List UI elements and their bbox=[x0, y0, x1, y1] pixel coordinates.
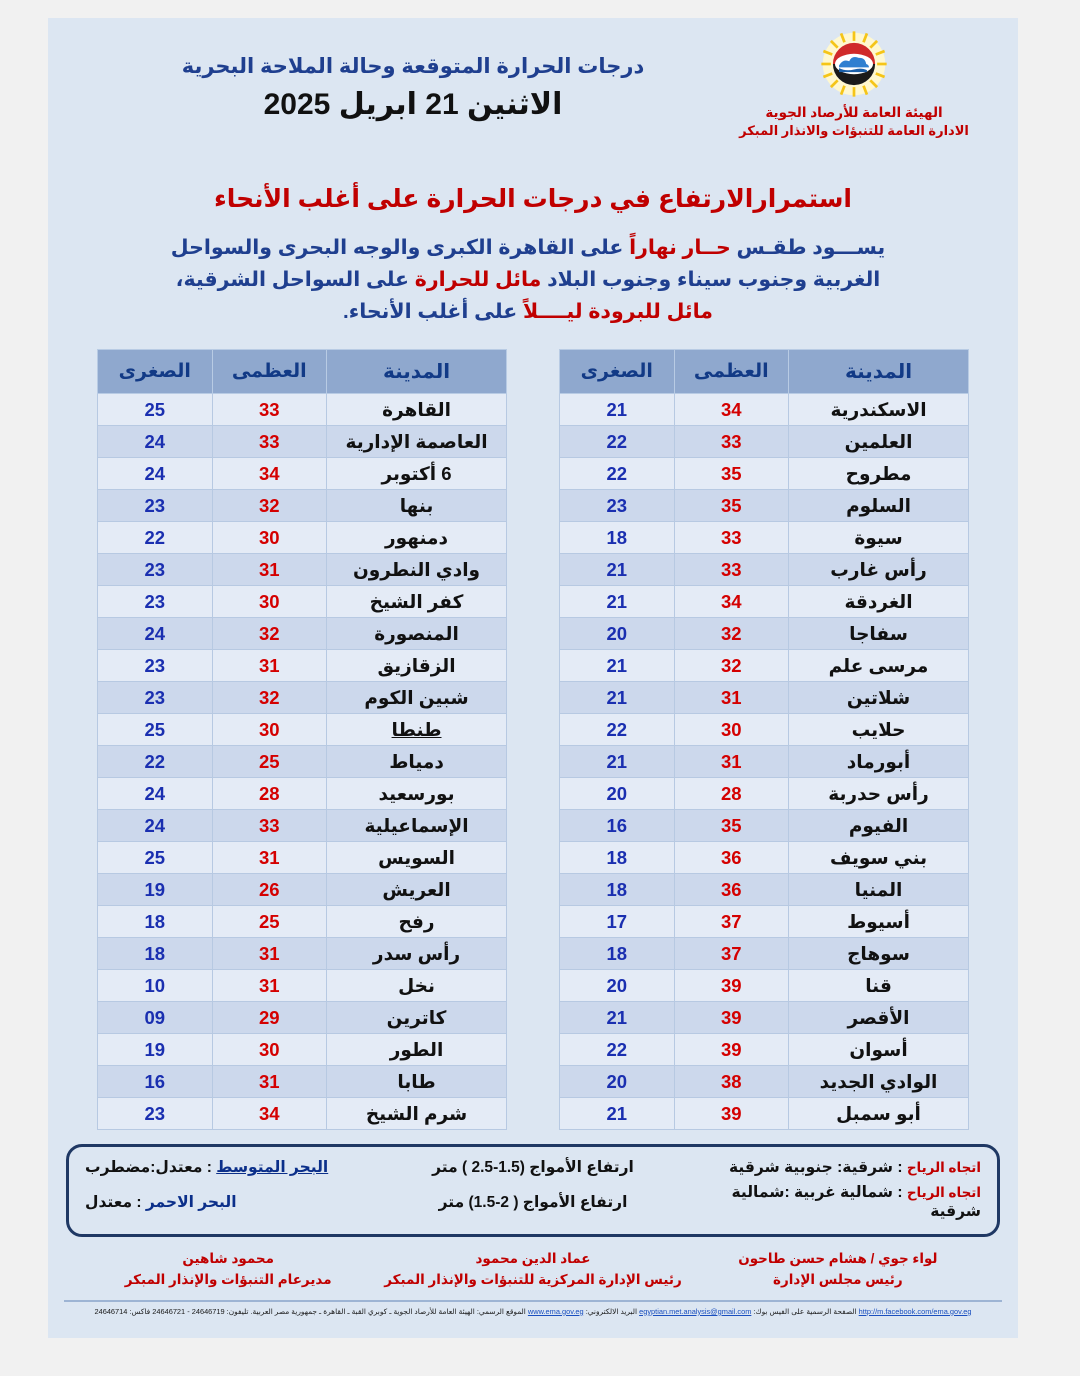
cell-min-temp: 23 bbox=[98, 1098, 213, 1130]
col-header-min: الصغرى bbox=[98, 350, 213, 394]
table-row bbox=[560, 1034, 969, 1066]
cell-city: الوادي الجديد bbox=[789, 1066, 969, 1098]
cell-min-temp: 20 bbox=[560, 970, 675, 1002]
cell-city: شرم الشيخ bbox=[327, 1098, 507, 1130]
cell-city: طابا bbox=[327, 1066, 507, 1098]
cell-city: رأس سدر bbox=[327, 938, 507, 970]
cell-max-temp: 34 bbox=[212, 458, 327, 490]
cell-max-temp: 30 bbox=[212, 714, 327, 746]
wind-direction-label: اتجاه الرياح bbox=[906, 1160, 981, 1176]
page-title: درجات الحرارة المتوقعة وحالة الملاحة البحرية bbox=[181, 55, 645, 78]
table-row bbox=[560, 714, 969, 746]
table-row bbox=[98, 554, 507, 586]
cell-min-temp: 24 bbox=[98, 810, 213, 842]
summary-part-0: يســـود طقـس bbox=[730, 236, 886, 259]
table-row bbox=[560, 394, 969, 426]
table-row bbox=[560, 554, 969, 586]
cell-city: بنها bbox=[327, 490, 507, 522]
table-row bbox=[560, 810, 969, 842]
org-name: الهيئة العامة للأرصاد الجوية bbox=[765, 105, 943, 120]
cell-min-temp: 24 bbox=[98, 618, 213, 650]
cell-min-temp: 19 bbox=[98, 874, 213, 906]
wind-direction-value: : شمالية غربية :شمالية شرقية bbox=[731, 1184, 981, 1221]
cell-max-temp: 37 bbox=[674, 906, 789, 938]
table-row bbox=[98, 458, 507, 490]
cell-max-temp: 36 bbox=[674, 874, 789, 906]
table-row bbox=[560, 746, 969, 778]
cell-min-temp: 23 bbox=[98, 490, 213, 522]
alert-headline: استمرارالارتفاع في درجات الحرارة على أغلب الأنحاء bbox=[213, 185, 853, 213]
cell-min-temp: 24 bbox=[98, 458, 213, 490]
cell-min-temp: 21 bbox=[560, 650, 675, 682]
temperature-tables bbox=[48, 349, 1018, 1130]
cell-city: دمياط bbox=[327, 746, 507, 778]
summary-part-3: مائل للحرارة bbox=[414, 267, 542, 291]
cell-city: المنيا bbox=[789, 874, 969, 906]
cell-city: الزقازيق bbox=[327, 650, 507, 682]
coasts-upper-egypt-table bbox=[559, 349, 969, 1130]
coasts-table-body bbox=[560, 394, 969, 1130]
cell-city: الأقصر bbox=[789, 1002, 969, 1034]
forecast-page bbox=[48, 18, 1018, 1338]
cell-city: المنصورة bbox=[327, 618, 507, 650]
cell-city: رأس غارب bbox=[789, 554, 969, 586]
cell-max-temp: 34 bbox=[674, 394, 789, 426]
contact-footer bbox=[62, 1306, 1004, 1317]
sea-state-redsea bbox=[85, 1193, 381, 1212]
cell-max-temp: 30 bbox=[212, 522, 327, 554]
cell-city: الغردقة bbox=[789, 586, 969, 618]
forecast-date: الاثنين 21 ابريل 2025 bbox=[263, 88, 563, 121]
footer-divider bbox=[64, 1300, 1002, 1302]
wind-direction-label: اتجاه الرياح bbox=[906, 1185, 981, 1201]
marine-row bbox=[85, 1155, 981, 1180]
cell-max-temp: 35 bbox=[674, 810, 789, 842]
cell-max-temp: 31 bbox=[212, 554, 327, 586]
cell-max-temp: 31 bbox=[212, 1066, 327, 1098]
cell-city: القاهرة bbox=[327, 394, 507, 426]
cell-city: طنطا bbox=[327, 714, 507, 746]
table-row bbox=[98, 1066, 507, 1098]
cell-min-temp: 22 bbox=[560, 458, 675, 490]
cell-city: مرسى علم bbox=[789, 650, 969, 682]
logo-block bbox=[734, 30, 974, 140]
cell-max-temp: 25 bbox=[212, 746, 327, 778]
email-label: البريد الالكتروني: bbox=[585, 1306, 638, 1316]
table-row bbox=[98, 778, 507, 810]
cell-max-temp: 39 bbox=[674, 1098, 789, 1130]
cell-max-temp: 31 bbox=[212, 842, 327, 874]
cell-min-temp: 23 bbox=[98, 650, 213, 682]
table-row bbox=[560, 490, 969, 522]
cell-city: بني سويف bbox=[789, 842, 969, 874]
cell-city: الفيوم bbox=[789, 810, 969, 842]
cell-max-temp: 34 bbox=[212, 1098, 327, 1130]
table-row bbox=[560, 522, 969, 554]
table-row bbox=[98, 874, 507, 906]
cell-max-temp: 30 bbox=[674, 714, 789, 746]
cell-city: سفاجا bbox=[789, 618, 969, 650]
cell-max-temp: 26 bbox=[212, 874, 327, 906]
table-row bbox=[98, 938, 507, 970]
table-row bbox=[560, 778, 969, 810]
wave-height-redsea: ارتفاع الأمواج ( 2-1.5) متر bbox=[438, 1193, 628, 1211]
site-link[interactable]: www.ema.gov.eg bbox=[527, 1306, 584, 1316]
table-row bbox=[98, 586, 507, 618]
marine-row bbox=[85, 1180, 981, 1224]
table-row bbox=[560, 682, 969, 714]
cell-city: أسيوط bbox=[789, 906, 969, 938]
table-row bbox=[98, 1034, 507, 1066]
cell-max-temp: 35 bbox=[674, 490, 789, 522]
cell-min-temp: 18 bbox=[560, 842, 675, 874]
cell-city: أسوان bbox=[789, 1034, 969, 1066]
cell-min-temp: 21 bbox=[560, 1098, 675, 1130]
ema-sun-cloud-logo-icon bbox=[820, 30, 888, 98]
cell-max-temp: 32 bbox=[212, 618, 327, 650]
cell-min-temp: 18 bbox=[560, 522, 675, 554]
cell-min-temp: 21 bbox=[560, 554, 675, 586]
cell-min-temp: 23 bbox=[98, 682, 213, 714]
cell-min-temp: 18 bbox=[98, 906, 213, 938]
cell-min-temp: 24 bbox=[98, 778, 213, 810]
cell-max-temp: 31 bbox=[674, 682, 789, 714]
cell-city: نخل bbox=[327, 970, 507, 1002]
table-row bbox=[560, 938, 969, 970]
cell-city: شلاتين bbox=[789, 682, 969, 714]
table-row bbox=[560, 1002, 969, 1034]
cell-max-temp: 28 bbox=[212, 778, 327, 810]
cell-city: دمنهور bbox=[327, 522, 507, 554]
forecast-summary bbox=[158, 232, 898, 327]
org-department: الادارة العامة للتنبؤات والانذار المبكر bbox=[739, 123, 969, 139]
signatory-title: مديرعام التنبؤات والإنذار المبكر bbox=[124, 1271, 332, 1287]
cell-min-temp: 25 bbox=[98, 714, 213, 746]
cell-min-temp: 16 bbox=[98, 1066, 213, 1098]
cell-min-temp: 22 bbox=[98, 746, 213, 778]
cell-min-temp: 20 bbox=[560, 618, 675, 650]
signatory-name: لواء جوي / هشام حسن طاحون bbox=[738, 1251, 938, 1267]
table-row bbox=[98, 426, 507, 458]
cell-city: الاسكندرية bbox=[789, 394, 969, 426]
cell-min-temp: 21 bbox=[560, 682, 675, 714]
cell-min-temp: 25 bbox=[98, 842, 213, 874]
cell-min-temp: 22 bbox=[560, 426, 675, 458]
cell-max-temp: 33 bbox=[212, 426, 327, 458]
cell-max-temp: 35 bbox=[674, 458, 789, 490]
email-link[interactable]: egyptian.met.analysis@gmail.com bbox=[639, 1306, 752, 1316]
col-header-max: العظمى bbox=[212, 350, 327, 394]
cell-min-temp: 18 bbox=[98, 938, 213, 970]
wind-direction-redsea bbox=[685, 1183, 981, 1221]
facebook-label: الصفحة الرسمية على الفيس بوك: bbox=[753, 1306, 857, 1316]
table-row bbox=[98, 842, 507, 874]
col-header-city: المدينة bbox=[789, 350, 969, 394]
cell-max-temp: 30 bbox=[212, 1034, 327, 1066]
sea-name-mediterranean: البحر المتوسط bbox=[216, 1159, 329, 1177]
cell-max-temp: 39 bbox=[674, 1002, 789, 1034]
cell-city: كفر الشيخ bbox=[327, 586, 507, 618]
table-row bbox=[98, 906, 507, 938]
cell-min-temp: 23 bbox=[560, 490, 675, 522]
cell-min-temp: 22 bbox=[98, 522, 213, 554]
table-row bbox=[98, 714, 507, 746]
site-label: الموقع الرسمي: bbox=[476, 1306, 526, 1316]
table-row bbox=[560, 586, 969, 618]
signature-director bbox=[78, 1249, 378, 1290]
cell-min-temp: 21 bbox=[560, 1002, 675, 1034]
table-row bbox=[560, 1098, 969, 1130]
signatory-name: محمود شاهين bbox=[182, 1251, 274, 1267]
cell-city: حلايب bbox=[789, 714, 969, 746]
cell-city: العلمين bbox=[789, 426, 969, 458]
cell-city: 6 أكتوبر bbox=[327, 458, 507, 490]
signatory-title: رئيس مجلس الإدارة bbox=[773, 1271, 903, 1287]
cell-max-temp: 31 bbox=[212, 970, 327, 1002]
col-header-max: العظمى bbox=[674, 350, 789, 394]
cell-city: السلوم bbox=[789, 490, 969, 522]
cell-city: بورسعيد bbox=[327, 778, 507, 810]
page-header bbox=[48, 18, 1018, 178]
table-row bbox=[560, 1066, 969, 1098]
cell-city: الإسماعيلية bbox=[327, 810, 507, 842]
cell-max-temp: 34 bbox=[674, 586, 789, 618]
cell-min-temp: 16 bbox=[560, 810, 675, 842]
cell-max-temp: 39 bbox=[674, 1034, 789, 1066]
signatory-title: رئيس الإدارة المركزية للتنبؤات والإنذار المبكر bbox=[384, 1271, 682, 1287]
cell-min-temp: 18 bbox=[560, 938, 675, 970]
sea-name-redsea: البحر الاحمر bbox=[145, 1193, 237, 1211]
cell-min-temp: 21 bbox=[560, 394, 675, 426]
table-row bbox=[560, 618, 969, 650]
address-text: الهيئة العامة للأرصاد الجوية ـ كوبري القبة ـ القاهرة ـ جمهورية مصر العربية. تليفون: 24646719 - 24646721 فاكس: 24646714 bbox=[94, 1306, 475, 1316]
wind-direction-value: : شرقية: جنوبية شرقية bbox=[728, 1159, 907, 1177]
signature-chairman bbox=[688, 1249, 988, 1290]
cell-min-temp: 25 bbox=[98, 394, 213, 426]
summary-part-6: على أغلب الأنحاء. bbox=[343, 299, 523, 323]
signatory-name: عماد الدين محمود bbox=[475, 1251, 591, 1267]
col-header-city: المدينة bbox=[327, 350, 507, 394]
cell-min-temp: 23 bbox=[98, 586, 213, 618]
cell-city: شبين الكوم bbox=[327, 682, 507, 714]
sea-state-mediterranean bbox=[85, 1158, 381, 1177]
cell-min-temp: 24 bbox=[98, 426, 213, 458]
cell-max-temp: 31 bbox=[212, 650, 327, 682]
table-row bbox=[98, 394, 507, 426]
cell-min-temp: 20 bbox=[560, 778, 675, 810]
table-row bbox=[560, 650, 969, 682]
cell-city: الطور bbox=[327, 1034, 507, 1066]
cell-max-temp: 33 bbox=[674, 554, 789, 586]
cell-max-temp: 32 bbox=[674, 650, 789, 682]
cell-min-temp: 21 bbox=[560, 586, 675, 618]
cell-max-temp: 31 bbox=[212, 938, 327, 970]
table-row bbox=[98, 1002, 507, 1034]
cell-max-temp: 25 bbox=[212, 906, 327, 938]
cell-city: العاصمة الإدارية bbox=[327, 426, 507, 458]
facebook-link[interactable]: http://m.facebook.com/ema.gov.eg bbox=[858, 1306, 972, 1316]
table-row bbox=[98, 970, 507, 1002]
sea-state-value: : معتدل bbox=[85, 1193, 146, 1211]
summary-part-5: مائل للبرودة ليــــلاً bbox=[522, 299, 713, 323]
cell-min-temp: 09 bbox=[98, 1002, 213, 1034]
cell-city: سيوة bbox=[789, 522, 969, 554]
cell-max-temp: 30 bbox=[212, 586, 327, 618]
summary-part-2: على القاهرة الكبرى والوجه البحرى والسواحل الغربية وجنوب سيناء وجنوب البلاد bbox=[170, 236, 881, 291]
table-row bbox=[560, 970, 969, 1002]
cell-city: وادي النطرون bbox=[327, 554, 507, 586]
col-header-min: الصغرى bbox=[560, 350, 675, 394]
cell-min-temp: 23 bbox=[98, 554, 213, 586]
cell-city: رفح bbox=[327, 906, 507, 938]
cell-max-temp: 32 bbox=[212, 682, 327, 714]
cell-max-temp: 32 bbox=[674, 618, 789, 650]
cell-max-temp: 28 bbox=[674, 778, 789, 810]
cell-min-temp: 20 bbox=[560, 1066, 675, 1098]
cell-max-temp: 39 bbox=[674, 970, 789, 1002]
table-row bbox=[98, 682, 507, 714]
wave-height-mediterranean: ارتفاع الأمواج (1.5-2.5 ) متر bbox=[432, 1159, 634, 1177]
summary-part-4: على السواحل الشرقية، bbox=[175, 267, 415, 291]
cell-city: أبو سمبل bbox=[789, 1098, 969, 1130]
cell-max-temp: 29 bbox=[212, 1002, 327, 1034]
table-row bbox=[560, 458, 969, 490]
cell-max-temp: 33 bbox=[674, 522, 789, 554]
wind-direction-mediterranean bbox=[685, 1158, 981, 1177]
table-row bbox=[560, 426, 969, 458]
cell-min-temp: 10 bbox=[98, 970, 213, 1002]
cell-max-temp: 33 bbox=[212, 810, 327, 842]
marine-navigation-box bbox=[66, 1144, 1000, 1237]
title-block bbox=[88, 54, 738, 122]
cell-city: كاترين bbox=[327, 1002, 507, 1034]
summary-part-1: حــار نهاراً bbox=[629, 236, 731, 259]
cell-max-temp: 38 bbox=[674, 1066, 789, 1098]
cell-city: أبورماد bbox=[789, 746, 969, 778]
cell-city: قنا bbox=[789, 970, 969, 1002]
cell-city: مطروح bbox=[789, 458, 969, 490]
cell-max-temp: 32 bbox=[212, 490, 327, 522]
cell-min-temp: 18 bbox=[560, 874, 675, 906]
table-row bbox=[98, 522, 507, 554]
cell-min-temp: 22 bbox=[560, 714, 675, 746]
cell-city: سوهاج bbox=[789, 938, 969, 970]
cairo-table-body bbox=[98, 394, 507, 1130]
table-row bbox=[98, 746, 507, 778]
cell-min-temp: 19 bbox=[98, 1034, 213, 1066]
table-row bbox=[560, 842, 969, 874]
cell-min-temp: 21 bbox=[560, 746, 675, 778]
table-row bbox=[98, 650, 507, 682]
table-row bbox=[98, 1098, 507, 1130]
cairo-delta-sinai-table bbox=[97, 349, 507, 1130]
cell-max-temp: 33 bbox=[674, 426, 789, 458]
signature-central-head bbox=[383, 1249, 683, 1290]
table-row bbox=[98, 618, 507, 650]
table-row bbox=[560, 906, 969, 938]
sea-state-value: : معتدل:مضطرب bbox=[85, 1159, 217, 1177]
table-row bbox=[98, 490, 507, 522]
cell-city: العريش bbox=[327, 874, 507, 906]
signature-block bbox=[78, 1249, 988, 1290]
cell-max-temp: 37 bbox=[674, 938, 789, 970]
cell-city: رأس حدربة bbox=[789, 778, 969, 810]
cell-max-temp: 33 bbox=[212, 394, 327, 426]
cell-city: السويس bbox=[327, 842, 507, 874]
table-row bbox=[560, 874, 969, 906]
cell-max-temp: 31 bbox=[674, 746, 789, 778]
cell-max-temp: 36 bbox=[674, 842, 789, 874]
table-row bbox=[98, 810, 507, 842]
cell-min-temp: 22 bbox=[560, 1034, 675, 1066]
cell-min-temp: 17 bbox=[560, 906, 675, 938]
